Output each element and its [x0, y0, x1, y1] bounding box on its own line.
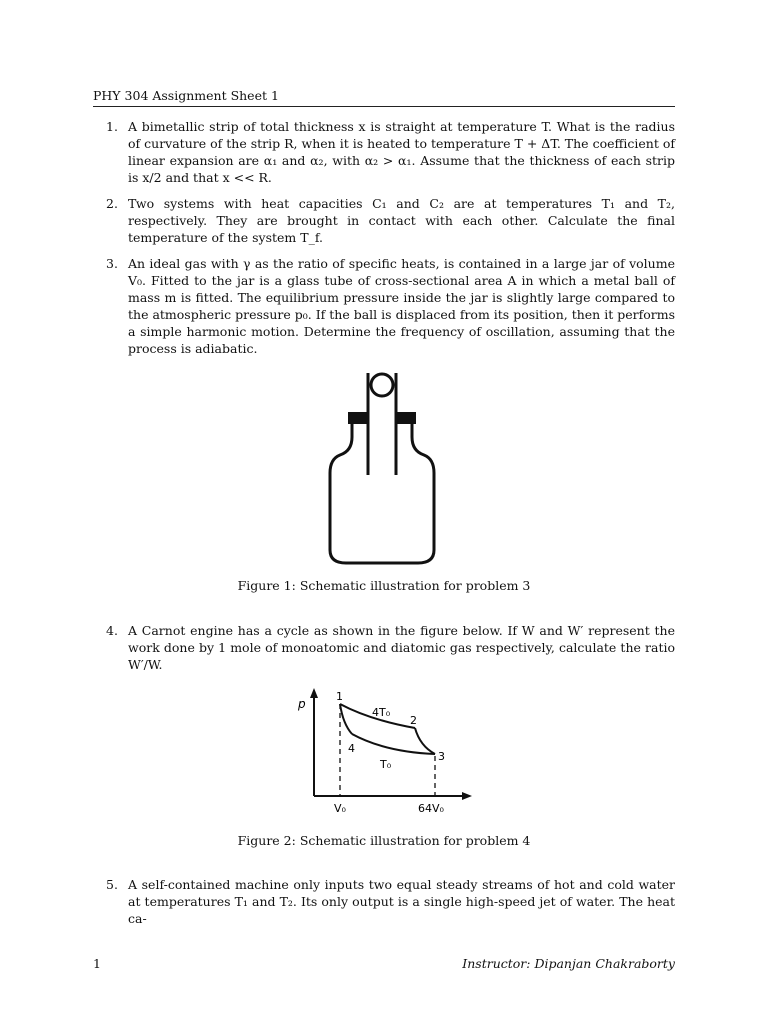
stopper-left — [348, 412, 368, 424]
problem-5 — [93, 876, 675, 927]
problem-4 — [93, 622, 675, 673]
metal-ball — [371, 374, 393, 396]
problem-number: 4. — [106, 623, 118, 638]
problem-text: A Carnot engine has a cycle as shown in the figure below. If W and W′ represent the work done by 1 mole of monoatomic and diatomic gas respectively, calculate the ratio W′/W. — [128, 623, 675, 672]
problem-text: Two systems with heat capacities C₁ and C₂ are at temperatures T₁ and T₂, respectively. They are brought in contact with each other. Calculate the final temperature of the system T_f. — [128, 196, 675, 245]
jar-outline — [330, 424, 434, 563]
figure-2-carnot-diagram — [290, 686, 476, 820]
problem-3 — [93, 255, 675, 357]
instructor-name: Instructor: Dipanjan Chakraborty — [462, 956, 675, 971]
figure-2-caption: Figure 2: Schematic illustration for problem 4 — [237, 833, 531, 848]
problem-1 — [93, 118, 675, 186]
figure-1-caption: Figure 1: Schematic illustration for problem 3 — [237, 578, 531, 593]
problem-number: 2. — [106, 196, 118, 211]
problem-number: 3. — [106, 256, 118, 271]
label-hot-isotherm: 4T₀ — [372, 706, 391, 719]
label-64v0: 64V₀ — [418, 802, 444, 815]
problem-number: 5. — [106, 877, 118, 892]
problem-2 — [93, 195, 675, 246]
problem-text: An ideal gas with γ as the ratio of specific heats, is contained in a large jar of volume V₀. Fitted to the jar is a glass tube of cross-sectional area A in which a metal ball of mass m is fitted. The equilibrium pressure inside the jar is slightly large compared to the atmospheric pressure p₀. If the ball is displaced from its position, then it performs a simple harmonic motion. Determine the frequency of oscillation, assuming that the process is adiabatic. — [128, 256, 675, 356]
label-point-1: 1 — [336, 690, 343, 703]
v-axis-arrow — [462, 792, 472, 800]
p-axis-arrow — [310, 688, 318, 698]
figure-1-jar-diagram — [318, 365, 448, 570]
problem-number: 1. — [106, 119, 118, 134]
label-point-3: 3 — [438, 750, 445, 763]
label-point-2: 2 — [410, 714, 417, 727]
label-v0: V₀ — [334, 802, 346, 815]
problem-text: A self-contained machine only inputs two equal steady streams of hot and cold water at temperatures T₁ and T₂. Its only output is a single high-speed jet of water. The heat ca- — [128, 877, 675, 926]
label-cold-isotherm: T₀ — [380, 758, 392, 771]
page-number: 1 — [93, 956, 101, 971]
label-point-4: 4 — [348, 742, 355, 755]
page-header: PHY 304 Assignment Sheet 1 — [93, 88, 675, 107]
problem-text: A bimetallic strip of total thickness x is straight at temperature T. What is the radius of curvature of the strip R, when it is heated to temperature T + ΔT. The coefficient of linear expansion are α₁ and α₂, with α₂ > α₁. Assume that the thickness of each strip is x/2 and that x << R. — [128, 119, 675, 185]
stopper-right — [396, 412, 416, 424]
label-p: p — [298, 697, 306, 711]
adiabat-2-3 — [415, 728, 435, 754]
